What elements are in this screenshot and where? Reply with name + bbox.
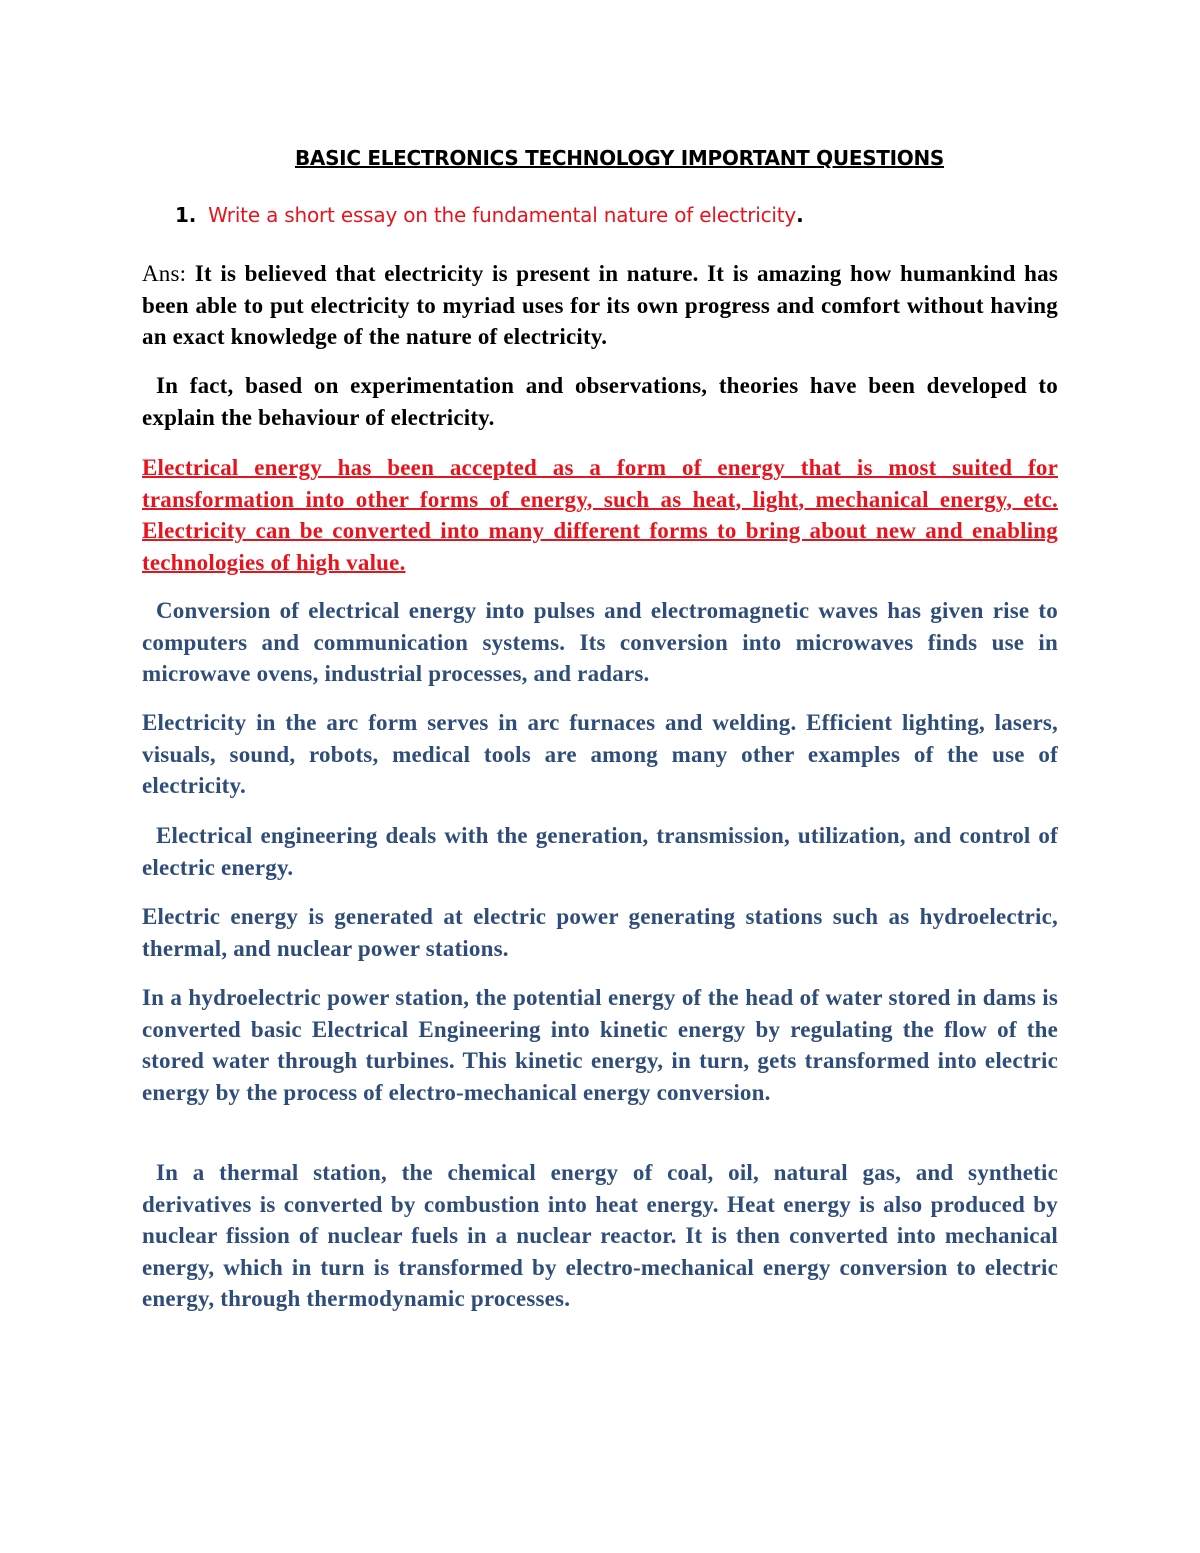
- page-title: BASIC ELECTRONICS TECHNOLOGY IMPORTANT QUESTIONS: [294, 146, 945, 170]
- answer-paragraph-7: Electric energy is generated at electric power generating stations such as hydroelectric, thermal, and nuclear power stations.: [142, 904, 1058, 961]
- answer-paragraph-1: [142, 258, 1058, 353]
- answer-paragraph-6: Electrical engineering deals with the generation, transmission, utilization, and control of electric energy.: [142, 823, 1058, 880]
- answer-paragraph-4: Conversion of electrical energy into pulses and electromagnetic waves has given rise to computers and communication systems. Its conversion into microwaves finds use in microwave ovens, industrial processes, and radars.: [142, 598, 1058, 686]
- answer-paragraph-3-highlight: Electrical energy has been accepted as a form of energy that is most suited for transformation into other forms of energy, such as heat, light, mechanical energy, etc. Electricity can be converted into many different forms to bring about new and enabling technologies of high value.: [142, 455, 1058, 575]
- question-1: [175, 203, 803, 227]
- answer-paragraph-5: Electricity in the arc form serves in arc furnaces and welding. Efficient lighting, lasers, visuals, sound, robots, medical tools are among many other examples of the use of electricity.: [142, 710, 1058, 798]
- answer-paragraph-1-text: It is believed that electricity is present in nature. It is amazing how humankind has been able to put electricity to myriad uses for its own progress and comfort without having an exact knowledge of the nature of electricity.: [142, 261, 1058, 349]
- answer-paragraph-2: In fact, based on experimentation and observations, theories have been developed to explain the behaviour of electricity.: [142, 373, 1058, 430]
- answer-paragraph-8: In a hydroelectric power station, the potential energy of the head of water stored in dams is converted basic Electrical Engineering into kinetic energy by regulating the flow of the stored water through turbines. This kinetic energy, in turn, gets transformed into electric energy by the process of electro-mechanical energy conversion.: [142, 985, 1058, 1105]
- question-text: Write a short essay on the fundamental nature of electricity: [208, 203, 797, 227]
- answer-paragraph-9: In a thermal station, the chemical energy of coal, oil, natural gas, and synthetic derivatives is converted by combustion into heat energy. Heat energy is also produced by nuclear fission of nuclear fuels in a nuclear reactor. It is then converted into mechanical energy, which in turn is transformed by electro-mechanical energy conversion to electric energy, through thermodynamic processes.: [142, 1160, 1058, 1311]
- question-number: 1.: [175, 203, 197, 227]
- answer-label: Ans:: [142, 261, 187, 286]
- question-terminator: .: [796, 203, 804, 227]
